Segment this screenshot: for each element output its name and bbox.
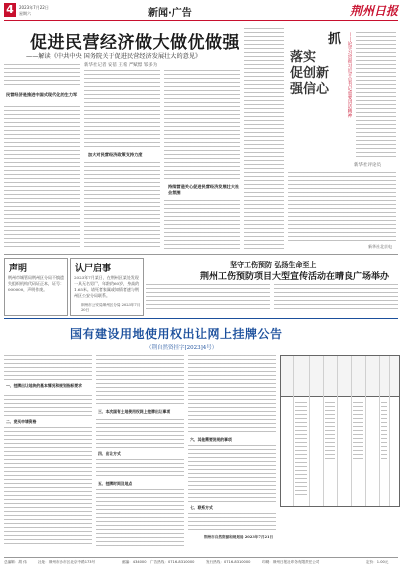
land-announcement: [4, 318, 398, 556]
commentary-title-line: 抓: [328, 32, 342, 47]
footer-item: 邮编：434000: [122, 560, 147, 564]
article-byline: 新华社记者 安蓓 王希 严赋憬 邹多为: [84, 63, 158, 68]
commentary-title-block: [290, 50, 340, 98]
commentary-body: [356, 32, 396, 158]
table-cell-text: [353, 402, 363, 462]
footer-item: 发行热线：0716-8310000: [206, 560, 251, 564]
announcement-footer: 荆州市自然资源和规划局 2023年7月21日: [204, 535, 274, 539]
parcel-table: [280, 355, 400, 507]
table-cell-text: [295, 402, 307, 498]
table-cell-text: [325, 402, 335, 462]
main-article: [4, 24, 284, 252]
footer-item: 广告热线：0716-8310000: [150, 560, 195, 564]
footer-item: 印刷：荆州日报社印务有限责任公司: [262, 560, 320, 564]
announcement-body: [96, 419, 184, 449]
table-column-divider: [293, 356, 294, 506]
newspaper-brand: 荆州日报: [350, 4, 399, 18]
table-header-row: [281, 356, 399, 397]
feature-headline: 荆州工伤预防项目大型宣传活动在晴良广场举办: [200, 272, 390, 282]
announcement-section-head: 五、挂牌时间及地点: [98, 481, 133, 486]
commentary-title-line: 落实: [290, 50, 317, 65]
notice-id-body: 2023年7月某日，在荆州区某处发现一具无名男尸，年龄约60岁，身高约1.65米。请死者家属或知情者速与荆州区公安分局联系。: [74, 275, 140, 298]
commentary-article: [288, 24, 398, 252]
table-column-divider: [337, 356, 338, 506]
notice-id-footer: 荆州市公安局荆州区分局 2023年7月20日: [81, 303, 141, 312]
notice-title: 声明: [9, 264, 28, 274]
header-rule: [4, 20, 398, 21]
announcement-body: [4, 427, 92, 547]
body-text-column: [84, 70, 160, 148]
table-cell-text: [381, 402, 387, 462]
page-number-badge: 4: [4, 3, 16, 17]
announcement-body: [188, 355, 276, 435]
body-text-column: [84, 162, 160, 250]
table-column-divider: [379, 356, 380, 506]
announcement-section-head: 一、挂牌出让地块的基本情况和规划指标要求: [6, 383, 82, 388]
commentary-title-line: 促创新: [290, 66, 330, 81]
commentary-byline: 新华社评论员: [354, 163, 381, 168]
announcement-body: [96, 355, 184, 407]
article-subtitle: ——解读《中共中央 国务院关于促进民营经济发展壮大的意见》: [26, 53, 202, 60]
footer-item: 社址：荆州市沙市区北京中路173号: [38, 560, 96, 564]
body-text-column: [4, 64, 80, 88]
notice-body: 荆州市城管局荆州区分局不慎遗失组织机构代码证正本，证号：000000，声明作废。: [8, 275, 64, 292]
announcement-body: [188, 513, 276, 533]
announcement-body: [4, 355, 92, 381]
body-text-column: [164, 200, 240, 250]
notice-body-identification: [70, 258, 144, 316]
announcement-body: [188, 445, 276, 503]
table-column-divider: [389, 356, 390, 506]
body-text-column: [4, 106, 80, 250]
announcement-body: [96, 459, 184, 479]
feature-article: [146, 258, 398, 314]
announcement-section-head: 二、竞买申请资格: [6, 419, 37, 424]
article-title: 促进民营经济做大做优做强: [30, 33, 240, 53]
announcement-body: [96, 489, 184, 547]
section-heading: 加大对民营经济政策支持力度: [88, 152, 143, 157]
announcement-subtitle: （荆自然资挂字[2023]4号）: [146, 345, 218, 351]
footer-item: 总编辑：胡 伟: [4, 560, 27, 564]
page-header: [0, 0, 402, 22]
announcement-section-head: 四、出让方式: [98, 451, 121, 456]
notice-id-title: 认尸启事: [75, 264, 112, 274]
announcement-title: 国有建设用地使用权出让网上挂牌公告: [70, 327, 283, 341]
feature-body: [146, 284, 270, 312]
issue-weekday: 星期六: [19, 11, 31, 16]
section-heading: 民营经济是推进中国式现代化的生力军: [6, 92, 78, 97]
table-column-divider: [323, 356, 324, 506]
announcement-body: [4, 395, 92, 417]
issue-date: 2023年7月22日: [19, 5, 49, 10]
table-column-divider: [351, 356, 352, 506]
table-column-divider: [365, 356, 366, 506]
commentary-body: [288, 172, 396, 242]
feature-body: [274, 284, 398, 312]
feature-headline-small: 坚守工伤预防 弘扬生命至上: [230, 260, 317, 269]
announcement-section-head: 六、其他需要说明的事项: [190, 437, 232, 442]
section-name: 新闻·广告: [148, 8, 192, 19]
commentary-title-line: 强信心: [290, 82, 330, 97]
announcement-section-head: 三、本次国有土地使用权网上挂牌出让事项: [98, 409, 171, 414]
notice-statement: [4, 258, 68, 316]
commentary-subtitle: ——论学习贯彻习近平总书记重要讲话精神: [347, 32, 352, 118]
section-heading: 持续营造关心促进民营经济发展壮大社会氛围: [168, 184, 240, 195]
commentary-end: 新华社北京电: [368, 244, 392, 249]
page-footer: [4, 557, 398, 570]
announcement-section-head: 七、联系方式: [190, 505, 213, 510]
body-text-column: [244, 28, 284, 250]
body-text-column: [164, 70, 240, 180]
footer-item: 定价：1.00元: [366, 560, 389, 564]
mid-rule: [4, 254, 398, 255]
table-column-divider: [309, 356, 310, 506]
